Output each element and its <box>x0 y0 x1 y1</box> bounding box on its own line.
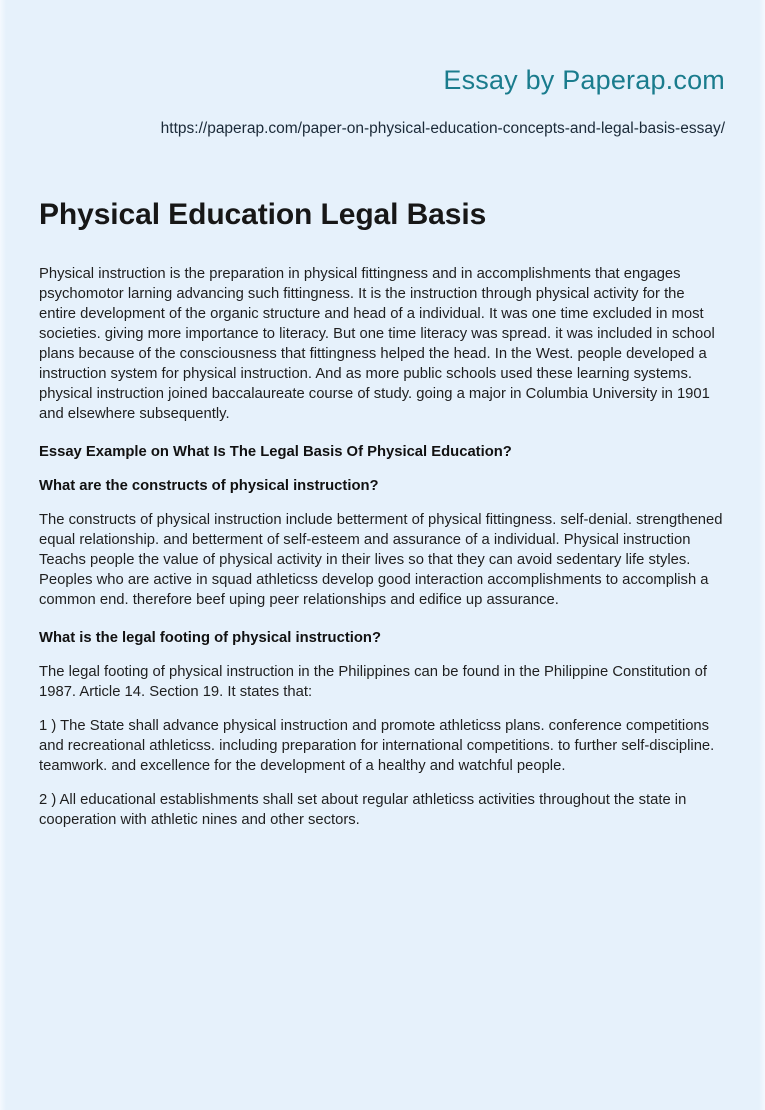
body-paragraph: 2 ) All educational establishments shall set about regular athleticss activities throughout the state in cooperation with athletic nines and other sectors. <box>39 792 687 828</box>
masthead <box>0 0 765 139</box>
section-heading: Essay Example on What Is The Legal Basis Of Physical Education? <box>39 444 512 460</box>
section-heading: What is the legal footing of physical instruction? <box>39 630 381 646</box>
page-title: Physical Education Legal Basis <box>39 198 487 231</box>
article <box>0 139 765 830</box>
body-paragraph: 1 ) The State shall advance physical instruction and promote athleticss plans. conference competitions and recreational athleticss. including preparation for international competitions. to further self-discipline. teamwork. and excellence for the development of a healthy and watchful people. <box>39 718 715 774</box>
body-paragraph: The constructs of physical instruction include betterment of physical fittingness. self-denial. strengthened equal relationship. and betterment of self-esteem and assurance of a individual. Physical instruction Teachs people the value of physical activity in their lives so that they can avoid sedentary life styles. Peoples who are active in squad athleticss develop good interaction accomplishments to accomplish a common end. therefore beef uping peer relationships and edifice up assurance. <box>39 512 723 608</box>
body-paragraph: The legal footing of physical instruction in the Philippines can be found in the Philippine Constitution of 1987. Article 14. Section 19. It states that: <box>39 664 707 700</box>
source-url[interactable]: https://paperap.com/paper-on-physical-education-concepts-and-legal-basis-essay/ <box>160 120 725 137</box>
section-heading: What are the constructs of physical instruction? <box>39 478 379 494</box>
article-body <box>39 234 725 830</box>
body-paragraph: Physical instruction is the preparation in physical fittingness and in accomplishments that engages psychomotor larning advancing such fittingness. It is the instruction through physical activity for the entire development of the organic structure and head of a individual. It was one time excluded in most societies. giving more importance to literacy. But one time literacy was spread. it was included in school plans because of the consciousness that fittingness helped the head. In the West. people developed a instruction system for physical instruction. And as more public schools used these learning systems. physical instruction joined baccalaureate course of study. going a major in Columbia University in 1901 and elsewhere subsequently. <box>39 266 715 422</box>
site-brand: Essay by Paperap.com <box>443 65 725 95</box>
